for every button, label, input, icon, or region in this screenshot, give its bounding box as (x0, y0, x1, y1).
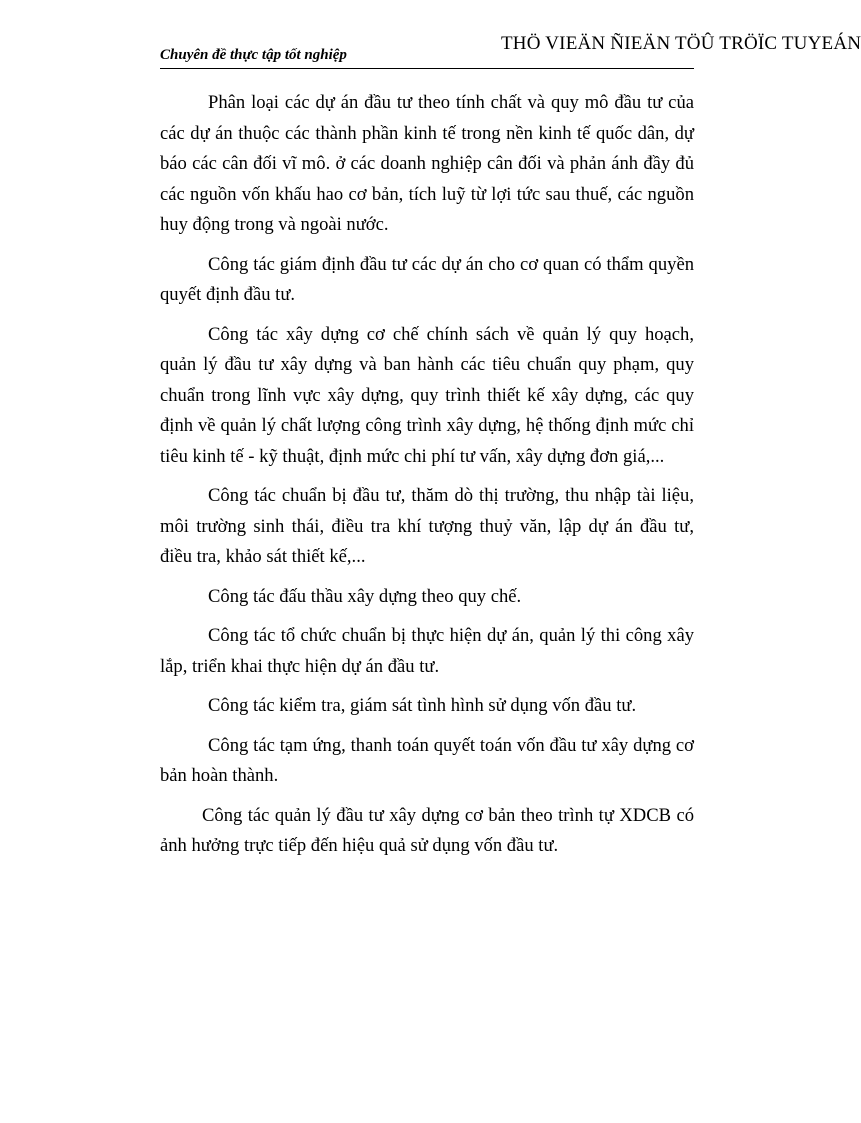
paragraph: Công tác quản lý đầu tư xây dựng cơ bản theo trình tự XDCB có ảnh hưởng trực tiếp đến hiệu quả sử dụng vốn đầu tư. (160, 804, 694, 856)
paragraph: Công tác giám định đầu tư các dự án cho cơ quan có thẩm quyền quyết định đầu tư. (160, 253, 694, 305)
paragraph: Công tác tổ chức chuẩn bị thực hiện dự án, quản lý thi công xây lắp, triển khai thực hiện dự án đầu tư. (160, 625, 694, 677)
paragraph: Phân loại các dự án đầu tư theo tính chất và quy mô đầu tư của các dự án thuộc các thành phần kinh tế trong nền kinh tế quốc dân, dự báo các cân đối vĩ mô. ở các doanh nghiệp cân đối và phản ánh đầy đủ các nguồn vốn khấu hao cơ bản, tích luỹ từ lợi tức sau thuế, các nguồn huy động trong và ngoài nước. (160, 92, 694, 235)
page-body (160, 88, 694, 871)
paragraph: Công tác kiểm tra, giám sát tình hình sử dụng vốn đầu tư. (208, 695, 637, 716)
paragraph: Công tác tạm ứng, thanh toán quyết toán vốn đầu tư xây dựng cơ bản hoàn thành. (160, 734, 694, 786)
paragraph: Công tác xây dựng cơ chế chính sách về quản lý quy hoạch, quản lý đầu tư xây dựng và ban hành các tiêu chuẩn quy phạm, quy chuẩn trong lĩnh vực xây dựng, quy trình thiết kế xây dựng, các quy định về quản lý chất lượng công trình xây dựng, hệ thống định mức chỉ tiêu kinh tế - kỹ thuật, định mức chi phí tư vấn, xây dựng đơn giá,... (160, 323, 694, 467)
paragraph: Công tác chuẩn bị đầu tư, thăm dò thị trường, thu nhập tài liệu, môi trường sinh thái, điều tra khí tượng thuỷ văn, lập dự án đầu tư, điều tra, khảo sát thiết kế,... (160, 485, 694, 567)
document-title: Chuyên đề thực tập tốt nghiệp (160, 47, 347, 63)
library-banner: THÖ VIEÄN ÑIEÄN TÖÛ TRÖÏC TUYEÁN (501, 33, 861, 54)
header-divider (160, 68, 694, 69)
paragraph: Công tác đấu thầu xây dựng theo quy chế. (208, 585, 522, 607)
